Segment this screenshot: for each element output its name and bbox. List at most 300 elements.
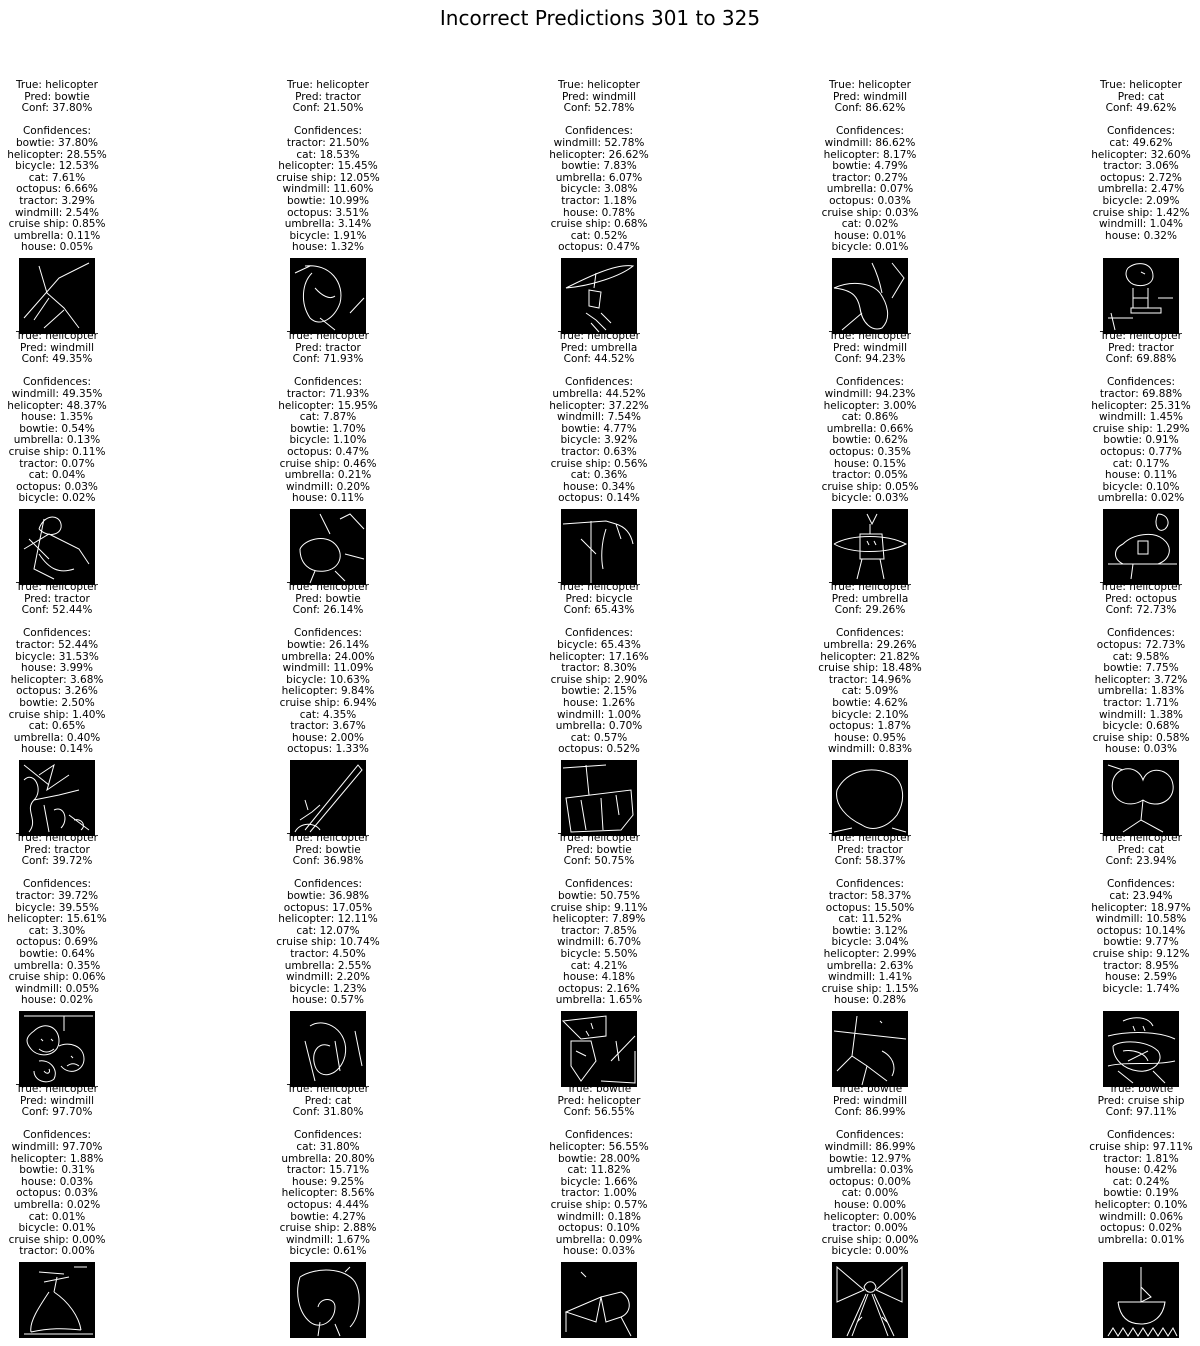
confidence-entry: octopus: 0.77%: [1100, 445, 1182, 458]
confidences-heading: Confidences:: [22, 878, 92, 891]
sketch-stroke: [563, 765, 633, 832]
conf-label: Conf: 71.93%: [292, 353, 364, 366]
true-label: True: helicopter: [829, 330, 911, 342]
sketch-stroke: [566, 266, 633, 332]
sketch-thumbnail: [19, 760, 95, 836]
confidence-entry: windmill: 1.41%: [827, 971, 913, 984]
confidence-entry: bicycle: 0.00%: [831, 1245, 909, 1258]
confidence-entry: bowtie: 7.83%: [561, 160, 637, 173]
sketch-drawing: [832, 760, 908, 836]
confidence-entry: umbrella: 0.03%: [826, 1164, 914, 1177]
pred-label: Pred: cat: [304, 1094, 352, 1107]
confidence-entry: tractor: 8.30%: [561, 662, 637, 675]
confidences-heading: Confidences:: [22, 1129, 92, 1142]
confidence-entry: bicycle: 3.08%: [560, 183, 638, 196]
confidence-entry: bowtie: 2.15%: [561, 685, 637, 698]
confidences-heading: Confidences:: [293, 125, 363, 138]
confidence-entry: windmill: 86.99%: [824, 1140, 916, 1153]
confidence-entry: house: 0.28%: [834, 994, 906, 1007]
confidence-entry: umbrella: 2.63%: [826, 959, 914, 972]
sketch-thumbnail: [1103, 1011, 1179, 1087]
sketch-thumbnail: [832, 760, 908, 836]
confidence-entry: octopus: 0.35%: [829, 445, 911, 458]
conf-label: Conf: 86.62%: [834, 102, 906, 115]
confidence-entry: helicopter: 17.16%: [549, 650, 649, 663]
confidence-entry: umbrella: 29.26%: [823, 638, 917, 651]
confidence-entry: house: 1.26%: [563, 696, 635, 709]
confidence-entry: bicycle: 12.53%: [15, 160, 99, 173]
confidence-entry: cat: 12.07%: [296, 924, 360, 937]
confidence-entry: cat: 0.17%: [1112, 457, 1170, 470]
confidence-entry: windmill: 0.18%: [556, 1210, 642, 1223]
confidence-entry: bowtie: 4.27%: [290, 1210, 366, 1223]
sketch-drawing: [19, 1262, 95, 1338]
confidence-entry: umbrella: 20.80%: [281, 1152, 375, 1165]
pred-label: Pred: tractor: [295, 341, 361, 354]
conf-label: Conf: 58.37%: [834, 855, 906, 868]
sketch-drawing: [832, 1011, 908, 1087]
confidence-entry: umbrella: 0.11%: [13, 229, 101, 242]
confidence-entry: tractor: 0.27%: [832, 171, 908, 184]
confidence-entry: helicopter: 15.61%: [7, 913, 107, 926]
confidence-entry: tractor: 14.96%: [828, 673, 912, 686]
true-label: True: helicopter: [16, 330, 98, 342]
confidence-entry: octopus: 0.00%: [829, 1175, 911, 1188]
confidence-entry: cat: 4.21%: [570, 959, 628, 972]
sketch-stroke: [1108, 765, 1173, 832]
sketch-drawing: [561, 1262, 637, 1338]
confidence-entry: cruise ship: 0.46%: [279, 457, 377, 470]
confidence-entry: house: 0.02%: [21, 994, 93, 1007]
conf-label: Conf: 39.72%: [21, 855, 93, 868]
confidence-entry: octopus: 4.44%: [287, 1198, 369, 1211]
true-label: True: helicopter: [558, 832, 640, 844]
confidence-entry: bowtie: 4.62%: [832, 696, 908, 709]
confidence-entry: bowtie: 10.99%: [286, 194, 370, 207]
confidence-entry: cat: 0.52%: [570, 229, 628, 242]
conf-label: Conf: 69.88%: [1105, 353, 1177, 366]
confidence-entry: house: 0.14%: [21, 743, 93, 756]
confidence-entry: cruise ship: 0.03%: [821, 206, 919, 219]
sketch-stroke: [1108, 264, 1173, 330]
prediction-caption: [780, 833, 960, 1007]
confidence-entry: house: 0.00%: [834, 1198, 906, 1211]
sketch-thumbnail: [1103, 1262, 1179, 1338]
confidence-entry: bicycle: 2.10%: [831, 708, 909, 721]
confidence-entry: windmill: 1.45%: [1098, 411, 1184, 424]
true-label: True: helicopter: [829, 581, 911, 593]
confidence-entry: cruise ship: 0.06%: [8, 971, 106, 984]
confidence-entry: cat: 0.02%: [841, 218, 899, 231]
confidence-entry: octopus: 17.05%: [283, 901, 373, 914]
pred-label: Pred: cruise ship: [1097, 1094, 1185, 1107]
confidence-entry: cat: 18.53%: [296, 148, 360, 161]
confidence-entry: cat: 3.30%: [28, 924, 86, 937]
pred-label: Pred: helicopter: [557, 1094, 641, 1107]
confidence-entry: cat: 0.36%: [570, 469, 628, 482]
conf-label: Conf: 94.23%: [834, 353, 906, 366]
prediction-caption: [1051, 1084, 1200, 1246]
confidence-entry: umbrella: 2.47%: [1097, 183, 1185, 196]
conf-label: Conf: 49.35%: [21, 353, 93, 366]
sketch-drawing: [1103, 760, 1179, 836]
confidence-entry: octopus: 0.47%: [287, 445, 369, 458]
pred-label: Pred: tractor: [24, 843, 90, 856]
confidence-entry: bowtie: 0.64%: [19, 947, 95, 960]
prediction-caption: [0, 331, 147, 505]
confidence-entry: octopus: 15.50%: [825, 901, 915, 914]
confidence-entry: umbrella: 0.02%: [1097, 492, 1185, 505]
sketch-stroke: [563, 1016, 635, 1083]
confidence-entry: helicopter: 32.60%: [1091, 148, 1191, 161]
confidence-entry: bowtie: 26.14%: [286, 638, 370, 651]
prediction-caption: [780, 331, 960, 505]
sketch-thumbnail: [290, 1262, 366, 1338]
confidence-entry: bicycle: 39.55%: [15, 901, 99, 914]
true-label: True: helicopter: [287, 832, 369, 844]
confidence-entry: helicopter: 3.68%: [10, 673, 104, 686]
sketch-stroke: [834, 1016, 906, 1085]
confidence-entry: helicopter: 8.17%: [823, 148, 917, 161]
confidence-entry: windmill: 1.00%: [556, 708, 642, 721]
confidence-entry: cruise ship: 0.00%: [8, 1233, 106, 1246]
confidences-heading: Confidences:: [1106, 1129, 1176, 1142]
sketch-stroke: [1108, 1267, 1177, 1336]
conf-label: Conf: 49.62%: [1105, 102, 1177, 115]
confidence-entry: cat: 0.04%: [28, 469, 86, 482]
pred-label: Pred: octopus: [1105, 592, 1177, 605]
confidence-entry: house: 0.32%: [1105, 229, 1177, 242]
sketch-stroke: [24, 1016, 93, 1082]
confidence-entry: bicycle: 31.53%: [15, 650, 99, 663]
pred-label: Pred: windmill: [832, 90, 908, 103]
true-label: True: helicopter: [558, 330, 640, 342]
confidence-entry: cruise ship: 6.94%: [279, 696, 377, 709]
confidence-entry: cruise ship: 1.15%: [821, 982, 919, 995]
confidence-entry: windmill: 2.54%: [14, 206, 100, 219]
pred-label: Pred: tractor: [295, 90, 361, 103]
sketch-drawing: [832, 258, 908, 334]
sketch-thumbnail: [19, 1262, 95, 1338]
sketch-drawing: [290, 258, 366, 334]
confidence-entry: helicopter: 0.00%: [823, 1210, 917, 1223]
sketch-thumbnail: [290, 760, 366, 836]
confidence-entry: tractor: 4.50%: [290, 947, 366, 960]
confidence-entry: house: 2.59%: [1105, 971, 1177, 984]
confidence-entry: helicopter: 0.10%: [1094, 1198, 1188, 1211]
confidence-entry: windmill: 94.23%: [824, 387, 916, 400]
confidence-entry: umbrella: 3.14%: [284, 218, 372, 231]
confidences-heading: Confidences:: [1106, 125, 1176, 138]
sketch-thumbnail: [561, 258, 637, 334]
confidence-entry: cat: 11.82%: [567, 1164, 631, 1177]
true-label: True: helicopter: [287, 330, 369, 342]
prediction-caption: [0, 833, 147, 1007]
confidence-entry: windmill: 0.83%: [827, 743, 913, 756]
confidence-entry: cruise ship: 10.74%: [276, 936, 380, 949]
sketch-drawing: [290, 760, 366, 836]
confidence-entry: cruise ship: 9.12%: [1092, 947, 1190, 960]
confidence-entry: house: 0.78%: [563, 206, 635, 219]
pred-label: Pred: windmill: [832, 341, 908, 354]
pred-label: Pred: cat: [1117, 90, 1165, 103]
pred-label: Pred: windmill: [832, 1094, 908, 1107]
confidences-heading: Confidences:: [22, 125, 92, 138]
confidences-heading: Confidences:: [1106, 376, 1176, 389]
confidence-entry: cat: 11.52%: [838, 913, 902, 926]
confidence-entry: cruise ship: 0.56%: [550, 457, 648, 470]
confidence-entry: windmill: 1.38%: [1098, 708, 1184, 721]
confidence-entry: octopus: 72.73%: [1096, 638, 1186, 651]
confidence-entry: helicopter: 3.72%: [1094, 673, 1188, 686]
prediction-caption: [509, 833, 689, 1007]
sketch-thumbnail: [19, 1011, 95, 1087]
confidence-entry: octopus: 0.03%: [16, 480, 98, 493]
confidence-entry: cat: 31.80%: [296, 1140, 360, 1153]
sketch-stroke: [563, 521, 633, 583]
confidence-entry: house: 0.03%: [563, 1245, 635, 1258]
confidence-entry: tractor: 0.00%: [19, 1245, 95, 1258]
confidence-entry: octopus: 2.16%: [558, 982, 640, 995]
conf-label: Conf: 37.80%: [21, 102, 93, 115]
conf-label: Conf: 44.52%: [563, 353, 635, 366]
confidence-entry: bicycle: 0.01%: [18, 1222, 96, 1235]
confidence-entry: tractor: 3.67%: [290, 720, 366, 733]
confidence-entry: windmill: 0.05%: [14, 982, 100, 995]
pred-label: Pred: bowtie: [295, 592, 361, 605]
pred-label: Pred: windmill: [19, 1094, 95, 1107]
confidence-entry: windmill: 86.62%: [824, 136, 916, 149]
sketch-stroke: [300, 514, 364, 583]
confidences-heading: Confidences:: [1106, 627, 1176, 640]
sketch-stroke: [305, 1023, 362, 1081]
confidence-entry: octopus: 0.03%: [829, 194, 911, 207]
sketch-thumbnail: [832, 509, 908, 585]
confidence-entry: helicopter: 25.31%: [1091, 399, 1191, 412]
confidence-entry: cat: 0.86%: [841, 411, 899, 424]
confidence-entry: tractor: 1.00%: [561, 1187, 637, 1200]
confidence-entry: helicopter: 18.97%: [1091, 901, 1191, 914]
conf-label: Conf: 50.75%: [563, 855, 635, 868]
prediction-caption: [238, 1084, 418, 1258]
sketch-drawing: [290, 1011, 366, 1087]
conf-label: Conf: 21.50%: [292, 102, 364, 115]
confidences-heading: Confidences:: [293, 1129, 363, 1142]
sketch-stroke: [24, 263, 89, 328]
confidences-heading: Confidences:: [564, 1129, 634, 1142]
confidence-entry: cat: 0.01%: [28, 1210, 86, 1223]
sketch-stroke: [295, 266, 364, 330]
sketch-drawing: [1103, 258, 1179, 334]
pred-label: Pred: tractor: [1108, 341, 1174, 354]
confidence-entry: bowtie: 2.50%: [19, 696, 95, 709]
confidence-entry: cat: 7.87%: [299, 411, 357, 424]
confidence-entry: cruise ship: 0.68%: [550, 218, 648, 231]
pred-label: Pred: umbrella: [831, 592, 909, 605]
confidence-entry: helicopter: 12.11%: [278, 913, 378, 926]
confidence-entry: bicycle: 0.61%: [289, 1245, 367, 1258]
confidence-entry: cat: 0.65%: [28, 720, 86, 733]
confidences-heading: Confidences:: [564, 125, 634, 138]
sketch-stroke: [1108, 1018, 1175, 1083]
confidence-entry: cruise ship: 0.05%: [821, 480, 919, 493]
confidence-entry: bicycle: 1.91%: [289, 229, 367, 242]
confidences-heading: Confidences:: [564, 627, 634, 640]
confidence-entry: house: 0.15%: [834, 457, 906, 470]
confidence-entry: umbrella: 6.07%: [555, 171, 643, 184]
confidence-entry: octopus: 3.51%: [287, 206, 369, 219]
prediction-caption: [1051, 582, 1200, 756]
confidence-entry: bicycle: 0.68%: [1102, 720, 1180, 733]
confidence-entry: octopus: 2.72%: [1100, 171, 1182, 184]
prediction-caption: [0, 1084, 147, 1258]
confidence-entry: bicycle: 3.04%: [831, 936, 909, 949]
confidence-entry: octopus: 0.03%: [16, 1187, 98, 1200]
confidences-heading: Confidences:: [22, 627, 92, 640]
confidences-heading: Confidences:: [293, 376, 363, 389]
confidence-entry: house: 0.05%: [21, 241, 93, 254]
conf-label: Conf: 26.14%: [292, 604, 364, 617]
conf-label: Conf: 72.73%: [1105, 604, 1177, 617]
conf-label: Conf: 97.70%: [21, 1106, 93, 1119]
confidences-heading: Confidences:: [293, 627, 363, 640]
confidence-entry: cruise ship: 1.40%: [8, 708, 106, 721]
confidence-entry: bicycle: 1.23%: [289, 982, 367, 995]
confidence-entry: bicycle: 10.63%: [286, 673, 370, 686]
confidence-entry: windmill: 52.78%: [553, 136, 645, 149]
confidence-entry: windmill: 1.67%: [285, 1233, 371, 1246]
confidence-entry: house: 0.57%: [292, 994, 364, 1007]
confidence-entry: tractor: 1.18%: [561, 194, 637, 207]
confidence-entry: bowtie: 3.12%: [832, 924, 908, 937]
confidence-entry: octopus: 0.10%: [558, 1222, 640, 1235]
confidence-entry: bowtie: 12.97%: [828, 1152, 912, 1165]
pred-label: Pred: windmill: [19, 341, 95, 354]
confidences-heading: Confidences:: [835, 376, 905, 389]
confidence-entry: tractor: 7.85%: [561, 924, 637, 937]
confidence-entry: windmill: 7.54%: [556, 411, 642, 424]
sketch-thumbnail: [561, 509, 637, 585]
sketch-drawing: [561, 509, 637, 585]
confidence-entry: cruise ship: 0.00%: [821, 1233, 919, 1246]
prediction-caption: [238, 582, 418, 756]
sketch-drawing: [561, 760, 637, 836]
sketch-thumbnail: [832, 258, 908, 334]
confidence-entry: bicycle: 65.43%: [557, 638, 641, 651]
sketch-stroke: [834, 263, 904, 330]
true-label: True: bowtie: [566, 1083, 632, 1095]
confidence-entry: bowtie: 0.91%: [1103, 434, 1179, 447]
confidences-heading: Confidences:: [835, 125, 905, 138]
confidence-entry: bowtie: 7.75%: [1103, 662, 1179, 675]
confidence-entry: cat: 0.57%: [570, 731, 628, 744]
confidence-entry: windmill: 0.06%: [1098, 1210, 1184, 1223]
confidence-entry: octopus: 6.66%: [16, 183, 98, 196]
confidence-entry: house: 4.18%: [563, 971, 635, 984]
confidence-entry: octopus: 10.14%: [1096, 924, 1186, 937]
confidence-entry: bicycle: 1.66%: [560, 1175, 638, 1188]
sketch-thumbnail: [290, 1011, 366, 1087]
confidence-entry: tractor: 69.88%: [1099, 387, 1183, 400]
prediction-caption: [509, 331, 689, 505]
confidence-entry: umbrella: 0.40%: [13, 731, 101, 744]
confidence-entry: tractor: 15.71%: [286, 1164, 370, 1177]
confidence-entry: cat: 7.61%: [28, 171, 86, 184]
confidence-entry: windmill: 6.70%: [556, 936, 642, 949]
confidence-entry: tractor: 3.06%: [1103, 160, 1179, 173]
conf-label: Conf: 31.80%: [292, 1106, 364, 1119]
confidence-entry: bowtie: 1.70%: [290, 422, 366, 435]
confidence-entry: bowtie: 4.79%: [832, 160, 908, 173]
confidence-entry: bicycle: 0.02%: [18, 492, 96, 505]
confidence-entry: umbrella: 2.55%: [284, 959, 372, 972]
true-label: True: bowtie: [837, 1083, 903, 1095]
sketch-drawing: [19, 1011, 95, 1087]
pred-label: Pred: windmill: [561, 90, 637, 103]
sketch-thumbnail: [1103, 760, 1179, 836]
confidence-entry: house: 1.32%: [292, 241, 364, 254]
confidence-entry: house: 0.03%: [1105, 743, 1177, 756]
confidence-entry: cat: 23.94%: [1109, 889, 1173, 902]
sketch-stroke: [834, 770, 906, 832]
confidence-entry: tractor: 0.05%: [832, 469, 908, 482]
confidences-heading: Confidences:: [564, 878, 634, 891]
pred-label: Pred: tractor: [837, 843, 903, 856]
conf-label: Conf: 56.55%: [563, 1106, 635, 1119]
pred-label: Pred: tractor: [24, 592, 90, 605]
confidence-entry: cruise ship: 1.29%: [1092, 422, 1190, 435]
sketch-stroke: [24, 765, 89, 832]
conf-label: Conf: 36.98%: [292, 855, 364, 868]
confidence-entry: umbrella: 44.52%: [552, 387, 646, 400]
sketch-stroke: [566, 1272, 631, 1336]
confidence-entry: house: 0.01%: [834, 229, 906, 242]
figure-title: Incorrect Predictions 301 to 325: [439, 6, 761, 30]
confidence-entry: tractor: 1.81%: [1103, 1152, 1179, 1165]
confidence-entry: bicycle: 0.01%: [831, 241, 909, 254]
confidence-entry: bicycle: 0.03%: [831, 492, 909, 505]
confidence-entry: cruise ship: 97.11%: [1089, 1140, 1193, 1153]
sketch-drawing: [19, 509, 95, 585]
confidence-entry: tractor: 39.72%: [15, 889, 99, 902]
confidence-entry: tractor: 0.00%: [832, 1222, 908, 1235]
sketch-stroke: [295, 765, 362, 832]
prediction-caption: [0, 80, 147, 254]
confidence-entry: bicycle: 3.92%: [560, 434, 638, 447]
confidence-entry: house: 9.25%: [292, 1175, 364, 1188]
sketch-thumbnail: [561, 1262, 637, 1338]
sketch-thumbnail: [561, 760, 637, 836]
confidence-entry: octopus: 3.26%: [16, 685, 98, 698]
conf-label: Conf: 52.78%: [563, 102, 635, 115]
confidence-entry: helicopter: 7.89%: [552, 913, 646, 926]
prediction-caption: [1051, 833, 1200, 995]
true-label: True: helicopter: [1100, 79, 1182, 91]
true-label: True: helicopter: [558, 581, 640, 593]
prediction-caption: [1051, 331, 1200, 505]
confidence-entry: cruise ship: 9.11%: [550, 901, 648, 914]
prediction-caption: [509, 80, 689, 254]
sketch-drawing: [832, 1262, 908, 1338]
true-label: True: helicopter: [16, 79, 98, 91]
confidence-entry: windmill: 1.04%: [1098, 218, 1184, 231]
confidence-entry: octopus: 0.02%: [1100, 1222, 1182, 1235]
confidence-entry: house: 0.03%: [21, 1175, 93, 1188]
confidence-entry: octopus: 1.33%: [287, 743, 369, 756]
confidences-heading: Confidences:: [22, 376, 92, 389]
sketch-stroke: [1108, 514, 1177, 579]
confidence-entry: bicycle: 0.10%: [1102, 480, 1180, 493]
